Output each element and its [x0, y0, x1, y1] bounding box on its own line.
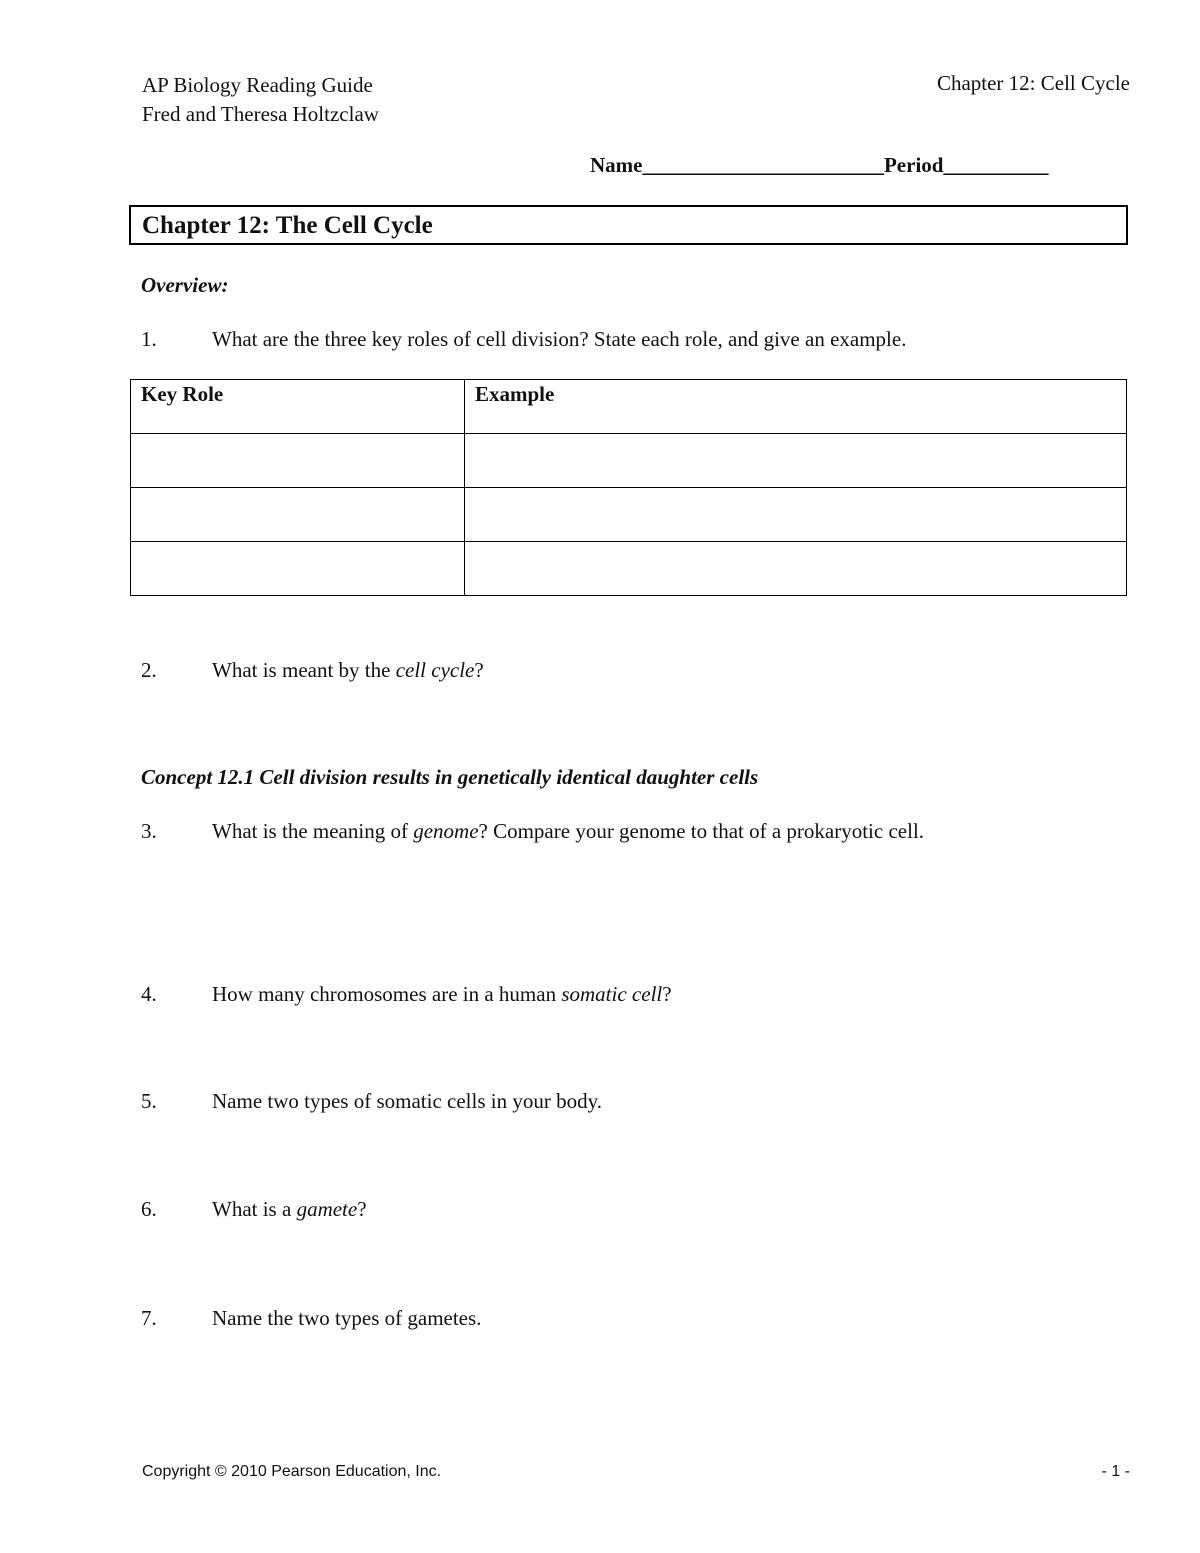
chapter-title: Chapter 12: The Cell Cycle	[142, 212, 433, 239]
example-cell[interactable]	[465, 488, 1127, 542]
key-role-cell[interactable]	[131, 488, 465, 542]
concept-heading: Concept 12.1 Cell division results in genetically identical daughter cells	[141, 765, 759, 789]
question-text: How many chromosomes are in a human somatic cell?	[212, 982, 672, 1006]
question-number: 2.	[141, 658, 157, 682]
question-text: What is the meaning of genome? Compare your genome to that of a prokaryotic cell.	[212, 819, 925, 843]
chapter-header: Chapter 12: Cell Cycle	[936, 71, 1130, 95]
question-number: 4.	[141, 982, 157, 1006]
table-row	[131, 542, 1127, 596]
copyright: Copyright © 2010 Pearson Education, Inc.	[142, 1463, 442, 1480]
question-text: What is a gamete?	[212, 1197, 367, 1221]
authors: Fred and Theresa Holtzclaw	[142, 102, 379, 126]
key-role-cell[interactable]	[131, 542, 465, 596]
overview-label: Overview:	[141, 273, 229, 297]
course-title: AP Biology Reading Guide	[142, 73, 373, 97]
question-number: 1.	[141, 327, 157, 351]
header-key-role: Key Role	[131, 380, 465, 434]
name-period-line: Name_______________________Period__________	[590, 153, 1049, 177]
table-header-row	[131, 380, 1127, 434]
question-text: What is meant by the cell cycle?	[212, 658, 484, 682]
example-cell[interactable]	[465, 434, 1127, 488]
key-role-cell[interactable]	[131, 434, 465, 488]
question-text: Name the two types of gametes.	[212, 1306, 482, 1330]
example-cell[interactable]	[465, 542, 1127, 596]
question-number: 7.	[141, 1306, 157, 1330]
page-number: - 1 -	[1101, 1463, 1130, 1480]
key-roles-table	[130, 379, 1127, 596]
question-number: 6.	[141, 1197, 157, 1221]
table-row	[131, 434, 1127, 488]
question-text: Name two types of somatic cells in your body.	[212, 1089, 602, 1113]
header-example: Example	[465, 380, 1127, 434]
question-number: 3.	[141, 819, 157, 843]
question-text: What are the three key roles of cell division? State each role, and give an example.	[212, 327, 907, 351]
header-left	[142, 71, 379, 129]
table-row	[131, 488, 1127, 542]
question-number: 5.	[141, 1089, 157, 1113]
chapter-title-box	[129, 205, 1128, 245]
